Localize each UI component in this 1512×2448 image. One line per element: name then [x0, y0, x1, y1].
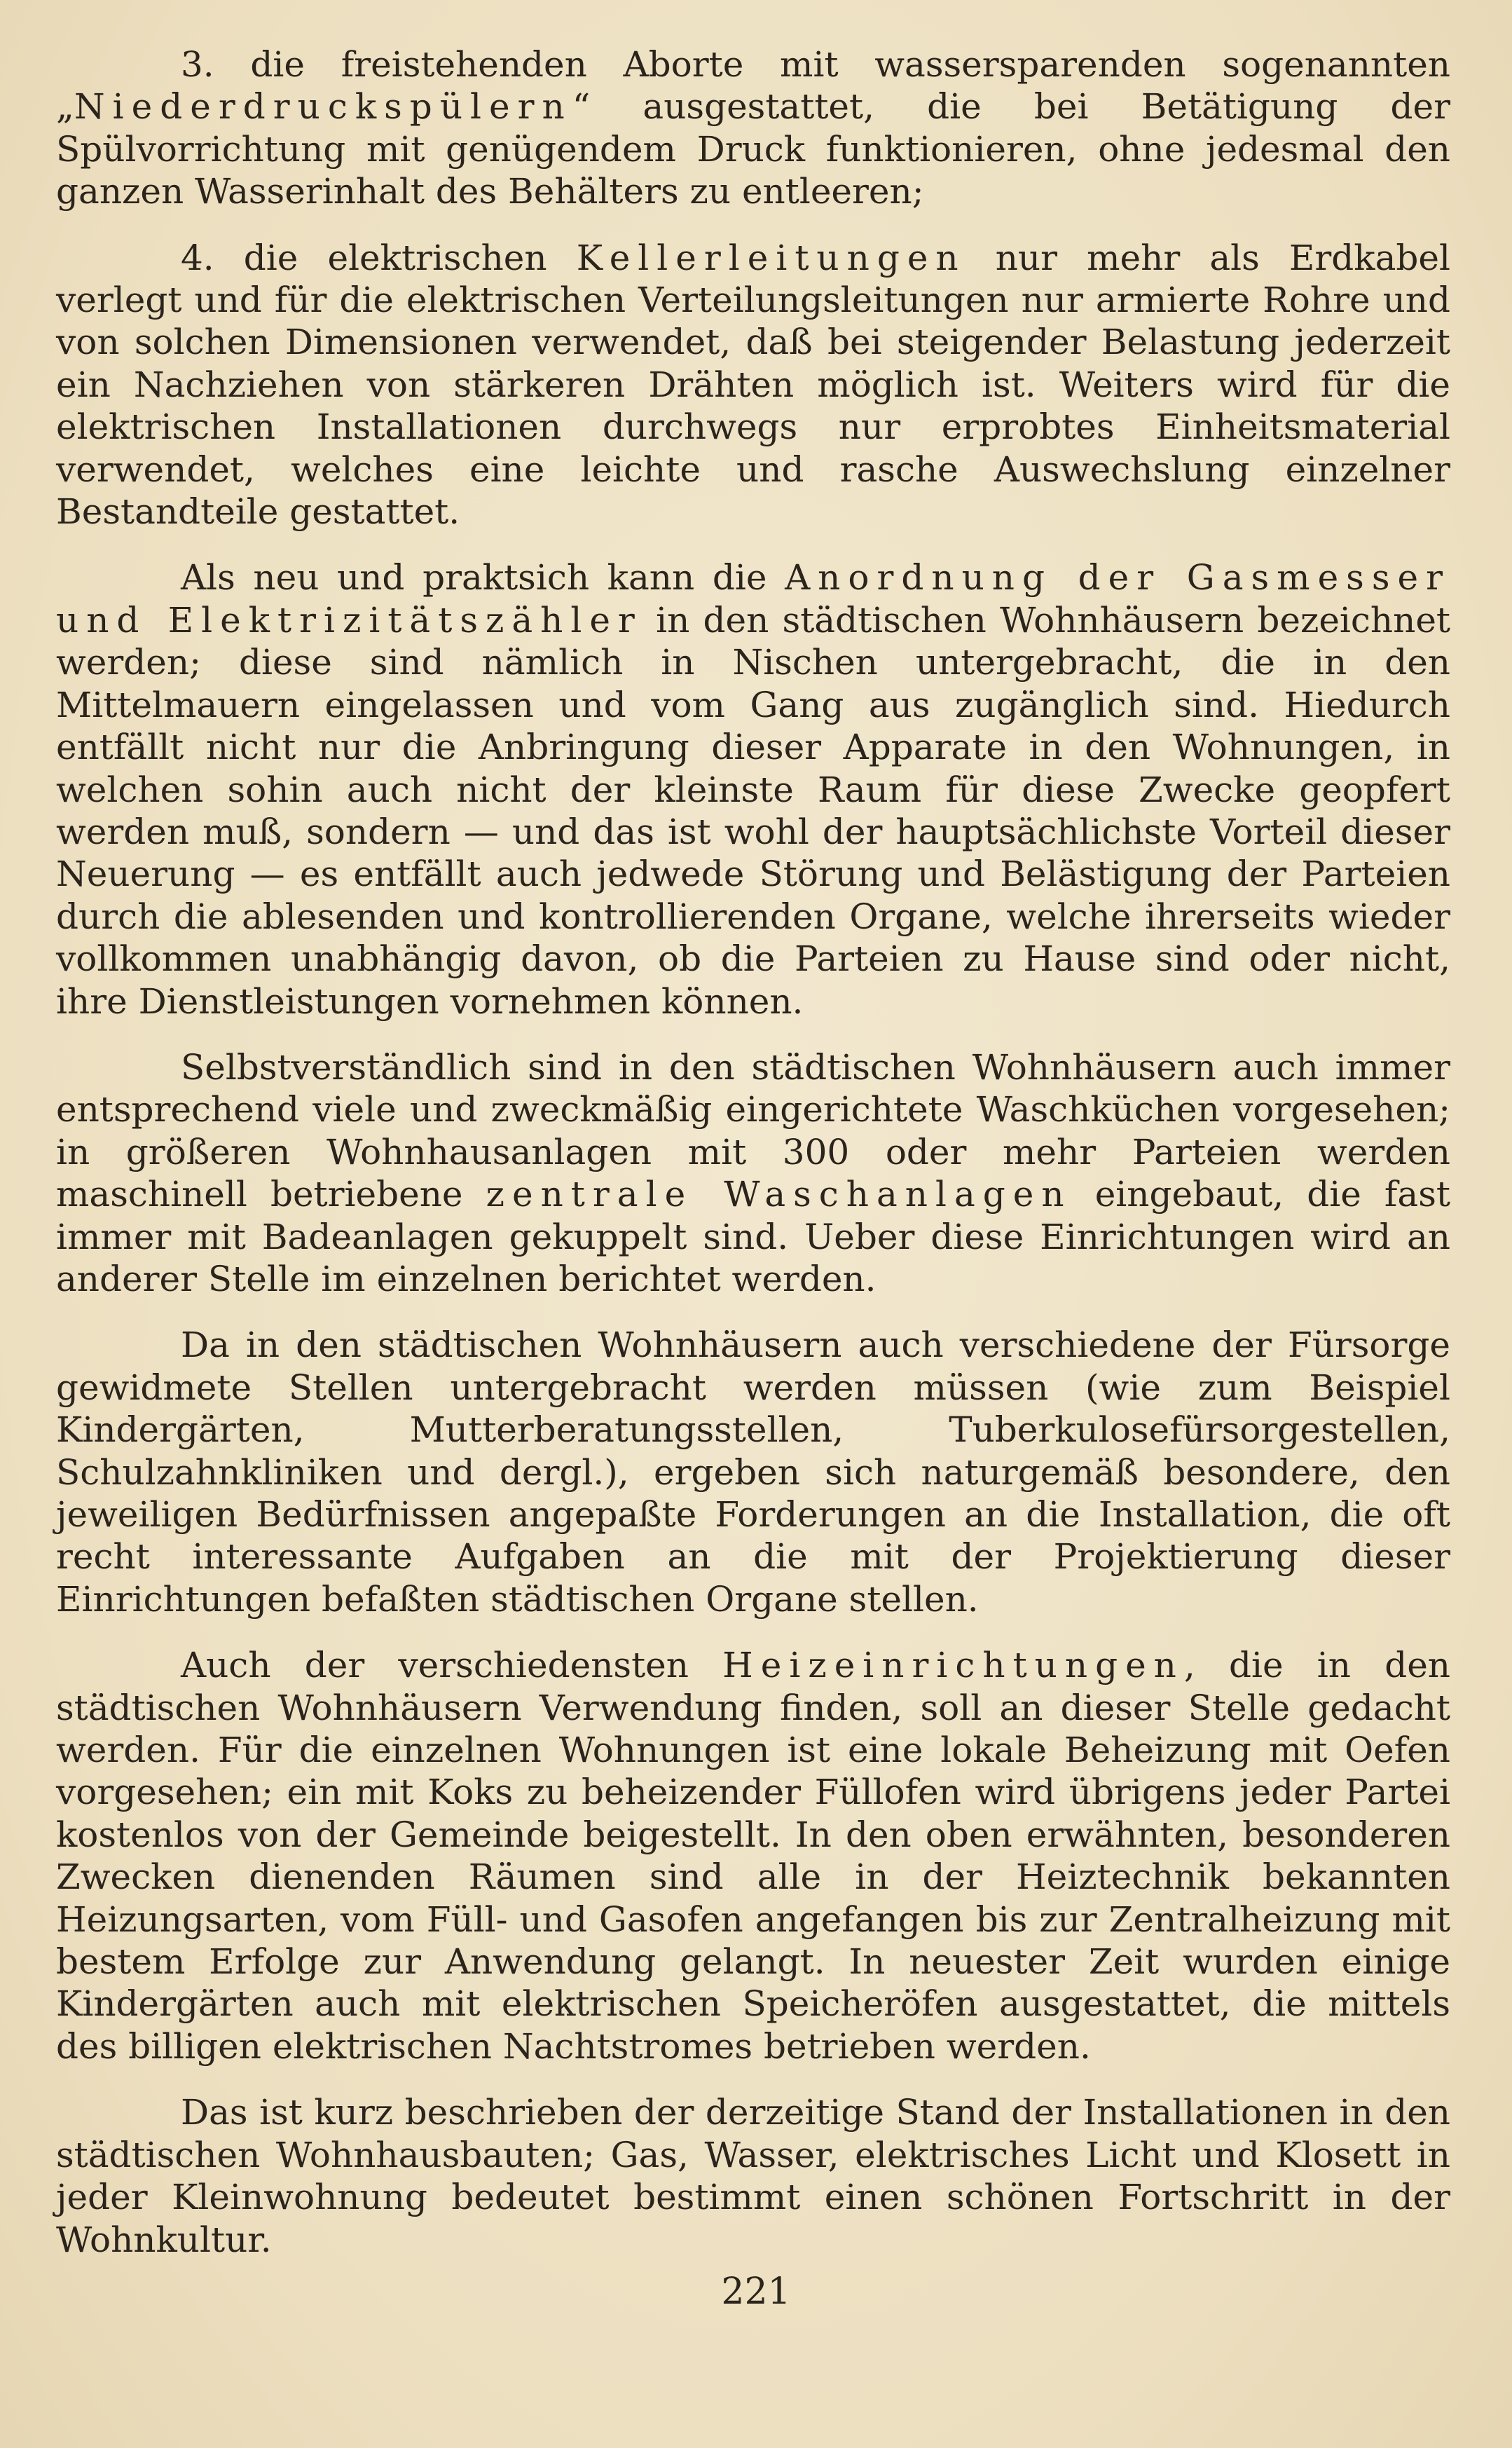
- text-segment: Selbstverständlich sind in den städtischen Wohnhäusern auch immer entsprechend viele und zweckmäßig eingerichtete Waschküchen vorgesehen; in größeren Wohnhausanlagen mit 300 oder mehr Parteien werden maschinell betriebene: [56, 1046, 1450, 1215]
- spaced-emphasis-text: Niederdruckspülern: [74, 86, 572, 128]
- body-text: [56, 43, 1450, 2285]
- text-segment: Als neu und praktsich kann die: [181, 557, 785, 599]
- paragraph: [56, 1046, 1450, 1300]
- text-segment: Auch der verschiedensten: [181, 1645, 723, 1686]
- paragraph: [56, 2091, 1450, 2261]
- paragraph: [56, 237, 1450, 533]
- spaced-emphasis-text: Kellerleitungen: [576, 237, 966, 278]
- text-segment: nur mehr als Erdkabel verlegt und für die elektrischen Verteilungsleitungen nur armierte Rohre und von solchen Dimensionen verwendet, daß bei steigender Belastung jederzeit ein Nachziehen von stärkeren Drähten möglich ist. Weiters wird für die elektrischen Installationen durchwegs nur erprobtes Einheitsmaterial verwendet, welches eine leichte und rasche Auswechslung einzelner Bestandteile gestattet.: [56, 237, 1450, 533]
- paragraph: [56, 1644, 1450, 2067]
- spaced-emphasis-text: zentrale Waschanlagen: [486, 1174, 1072, 1215]
- page-number: 221: [721, 2271, 791, 2313]
- text-segment: 4. die elektrischen: [181, 237, 577, 278]
- text-segment: in den städtischen Wohnhäusern bezeichnet werden; diese sind nämlich in Nischen untergebracht, die in den Mittelmauern eingelassen und vom Gang aus zugänglich sind. Hiedurch entfällt nicht nur die Anbringung dieser Apparate in den Wohnungen, in welchen sohin auch nicht der kleinste Raum für diese Zwecke geopfert werden muß, sondern — und das ist wohl der hauptsächlichste Vorteil dieser Neuerung — es entfällt auch jedwede Störung und Belästigung der Parteien durch die ablesenden und kontrollierenden Organe, welche ihrerseits wieder vollkommen unabhängig davon, ob die Parteien zu Hause sind oder nicht, ihre Dienstleistungen vornehmen können.: [56, 599, 1450, 1022]
- paragraph: [56, 556, 1450, 1022]
- text-segment: , die in den städtischen Wohnhäusern Verwendung finden, soll an dieser Stelle gedacht werden. Für die einzelnen Wohnungen ist eine lokale Beheizung mit Oefen vorgesehen; ein mit Koks zu beheizender Füllofen wird übrigens jeder Partei kostenlos von der Gemeinde beigestellt. In den oben erwähnten, besonderen Zwecken dienenden Räumen sind alle in der Heiztechnik bekannten Heizungsarten, vom Füll- und Gasofen angefangen bis zur Zentralheizung mit bestem Erfolge zur Anwendung gelangt. In neuester Zeit wurden einige Kindergärten auch mit elektrischen Speicheröfen ausgestattet, die mittels des billigen elektrischen Nachtstromes betrieben werden.: [56, 1645, 1450, 2067]
- paragraph: [56, 1324, 1450, 1620]
- text-segment: 3. die freistehenden Aborte mit wassersparenden sogenannten „: [56, 44, 1450, 128]
- spaced-emphasis-text: Anordnung der Gasmesser und Elektrizitätszähler: [56, 557, 1450, 641]
- text-segment: “ ausgestattet, die bei Betätigung der Spülvorrichtung mit genügendem Druck funktionieren, ohne jedesmal den ganzen Wasserinhalt des Behälters zu entleeren;: [56, 86, 1450, 212]
- text-segment: Das ist kurz beschrieben der derzeitige Stand der Installationen in den städtischen Wohnhausbauten; Gas, Wasser, elektrisches Licht und Klosett in jeder Kleinwohnung bedeutet bestimmt einen schönen Fortschritt in der Wohnkultur.: [56, 2092, 1450, 2260]
- text-segment: Da in den städtischen Wohnhäusern auch verschiedene der Fürsorge gewidmete Stellen untergebracht werden müssen (wie zum Beispiel Kindergärten, Mutterberatungsstellen, Tuberkulosefürsorgestellen, Schulzahnkliniken und dergl.), ergeben sich naturgemäß besondere, den jeweiligen Bedürfnissen angepaßte Forderungen an die Installation, die oft recht interessante Aufgaben an die mit der Projektierung dieser Einrichtungen befaßten städtischen Organe stellen.: [56, 1325, 1450, 1620]
- spaced-emphasis-text: Heizeinrichtungen: [722, 1645, 1184, 1686]
- paragraph: [56, 43, 1450, 213]
- text-segment: eingebaut, die fast immer mit Badeanlagen gekuppelt sind. Ueber diese Einrichtungen wird an anderer Stelle im einzelnen berichtet werden.: [56, 1174, 1450, 1299]
